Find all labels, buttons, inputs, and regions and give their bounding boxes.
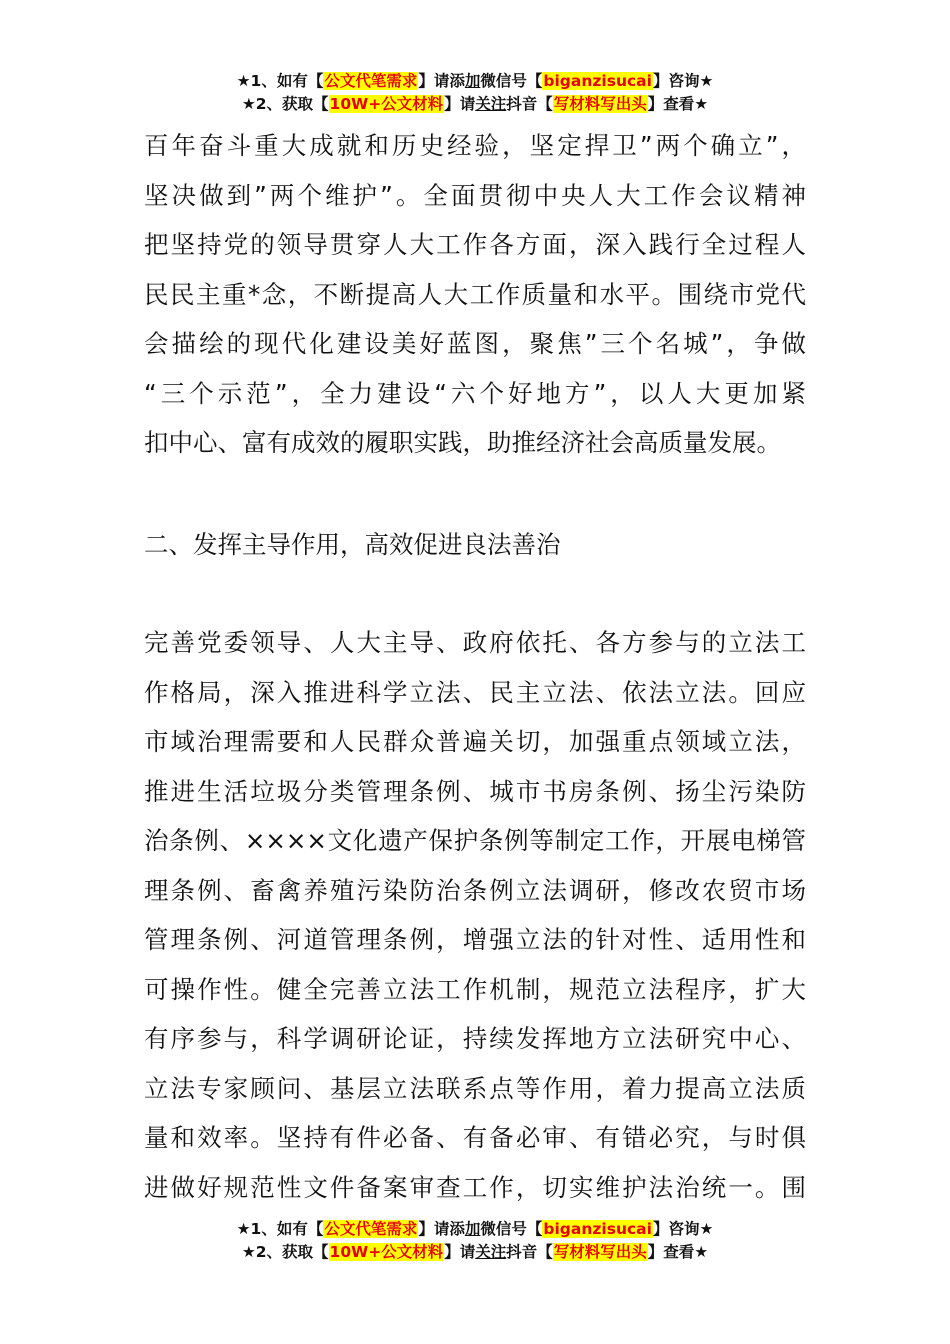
header-banner	[0, 70, 950, 116]
text-line: 理条例、畜禽养殖污染防治条例立法调研，修改农贸市场	[144, 875, 806, 905]
text-line: 立法专家顾问、基层立法联系点等作用，着力提高立法质	[144, 1073, 806, 1103]
text-line: 进做好规范性文件备案审查工作，切实维护法治统一。围	[144, 1172, 806, 1202]
text-line: 推进生活垃圾分类管理条例、城市书房条例、扬尘污染防	[144, 776, 806, 806]
highlight-wechat-id: biganzisucai	[543, 72, 652, 90]
highlight-materials: 10W+公文材料	[329, 1243, 444, 1261]
text-line: 有序参与，科学调研论证，持续发挥地方立法研究中心、	[144, 1024, 806, 1053]
banner-line-1: ★1、如有【公文代笔需求】请添加微信号【biganzisucai】咨询★	[236, 72, 714, 90]
text-line: 治条例、××××文化遗产保护条例等制定工作，开展电梯管	[144, 826, 806, 855]
text-line: 完善党委领导、人大主导、政府依托、各方参与的立法工	[144, 628, 806, 657]
text-line: 会描绘的现代化建设美好蓝图，聚焦”三个名城”，争做	[144, 329, 806, 358]
text-line: 量和效率。坚持有件必备、有备必审、有错必究，与时俱	[144, 1123, 806, 1152]
paragraph-1	[144, 121, 806, 468]
text-line: 可操作性。健全完善立法工作机制，规范立法程序，扩大	[144, 974, 806, 1004]
highlight-service: 公文代笔需求	[324, 1220, 418, 1238]
highlight-douyin: 写材料写出头	[553, 95, 647, 113]
banner-line-1: ★1、如有【公文代笔需求】请添加微信号【biganzisucai】咨询★	[236, 1220, 714, 1238]
banner-line-2: ★2、获取【10W+公文材料】请关注抖音【写材料写出头】查看★	[241, 1243, 709, 1261]
heading-text: 二、发挥主导作用，高效促进良法善治	[144, 530, 561, 559]
text-line: 作格局，深入推进科学立法、民主立法、依法立法。回应	[144, 677, 806, 707]
text-line: 市域治理需要和人民群众普遍关切，加强重点领域立法，	[144, 727, 806, 756]
text-line: 百年奋斗重大成就和历史经验，坚定捍卫”两个确立”，	[144, 131, 806, 160]
highlight-materials: 10W+公文材料	[329, 95, 444, 113]
highlight-wechat-id: biganzisucai	[543, 1220, 652, 1238]
text-line: “三个示范”，全力建设“六个好地方”，以人大更加紧	[144, 378, 806, 408]
highlight-douyin: 写材料写出头	[553, 1243, 647, 1261]
text-line: 扣中心、富有成效的履职实践，助推经济社会高质量发展。	[144, 428, 781, 457]
highlight-service: 公文代笔需求	[324, 72, 418, 90]
text-line: 管理条例、河道管理条例，增强立法的针对性、适用性和	[144, 925, 806, 954]
text-line: 把坚持党的领导贯穿人大工作各方面，深入践行全过程人	[144, 230, 806, 259]
paragraph-2	[144, 618, 806, 1212]
banner-line-2: ★2、获取【10W+公文材料】请关注抖音【写材料写出头】查看★	[241, 95, 709, 113]
text-line: 坚决做到”两个维护”。全面贯彻中央人大工作会议精神	[144, 180, 806, 210]
footer-banner	[0, 1218, 950, 1264]
text-line: 民民主重*念，不断提高人大工作质量和水平。围绕市党代	[144, 279, 806, 309]
section-heading	[144, 520, 806, 570]
